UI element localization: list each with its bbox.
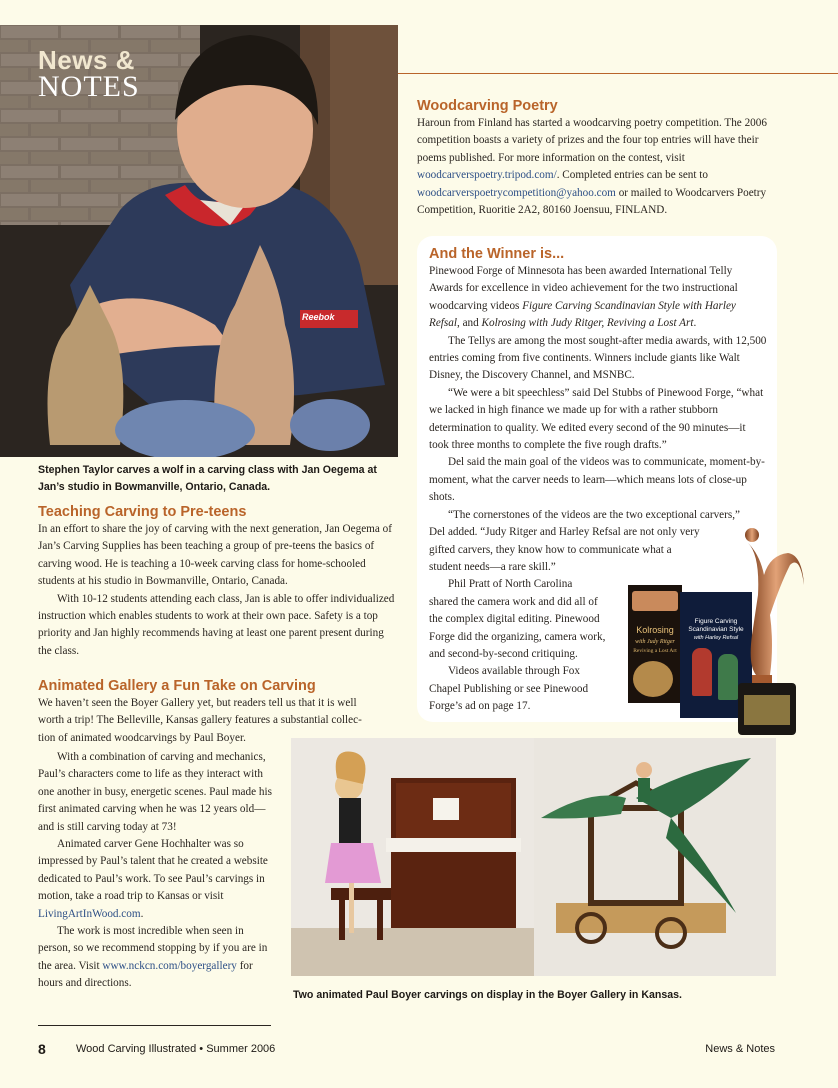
- photo-carvings-caption: Two animated Paul Boyer carvings on display in the Boyer Gallery in Kansas.: [293, 989, 682, 1001]
- section-logo: [38, 47, 140, 101]
- gallery-paragraph-1-line-2: worth a trip! The Belleville, Kansas gallery features a substantial collec-: [38, 714, 362, 727]
- article-poetry: [417, 98, 777, 219]
- logo-notes: NOTES: [38, 70, 140, 103]
- preteens-paragraph-2: With 10-12 students attending each class, Jan is able to offer individualized instruction which enables students to work at their own pace. Safety is a top priority and Jan highly recommends having at least one parent present during the class.: [38, 592, 395, 657]
- photo-boy-caption: Stephen Taylor carves a wolf in a carving class with Jan Oegema at Jan’s studio in Bowmanville, Ontario, Canada.: [38, 464, 377, 493]
- gallery-paragraph-1-line-3: tion of animated woodcarvings by Paul Boyer.: [38, 731, 246, 744]
- logo-news: News &: [38, 45, 135, 75]
- video-title-2: Kolrosing with Judy Ritger, Reviving a Lost Art: [481, 317, 694, 330]
- living-art-link[interactable]: LivingArtInWood.com: [38, 907, 141, 920]
- winner-paragraph-7-line-2: Chapel Publishing or see Pinewood: [429, 682, 589, 695]
- dvd-figure-carving-title-line-2: Scandinavian Style: [688, 626, 744, 633]
- dvd-kolrosing-image: [632, 591, 678, 611]
- winner-paragraph-6-line-2: shared the camera work and did all of: [429, 595, 598, 608]
- poetry-website-link[interactable]: woodcarverspoetry.tripod.com/: [417, 169, 557, 182]
- dvd-figure-carving-title-line-1: Figure Carving: [694, 618, 738, 625]
- winner-paragraph-5-line-4: student needs—a rare skill.”: [429, 560, 556, 573]
- gallery-paragraph-1-line-1: We haven’t seen the Boyer Gallery yet, but readers tell us that it is well: [38, 697, 357, 709]
- gallery-paragraph-4: The work is most incredible when seen in person, so we recommend stopping by if you are in the area. Visit www.nckcn.com/boyergallery for hours and directions.: [38, 925, 268, 990]
- footer-publication: Wood Carving Illustrated • Summer 2006: [76, 1043, 276, 1055]
- video-title-1: Figure Carving Scandinavian Style with Harley Refsal: [429, 299, 736, 330]
- footer-rule: [38, 1025, 271, 1026]
- preteens-paragraph-1: In an effort to share the joy of carving with the next generation, Jan Oegema of Jan’s Carving Supplies has been teaching a group of pre-teens the basics of carving wood. He is teaching a 10-week carving class for home-schooled students at his studio in Bowmanville, Ontario, Canada.: [38, 523, 392, 588]
- winner-paragraph-7-line-3: Forge’s ad on page 17.: [429, 700, 531, 713]
- shirt-logo-text: Reebok: [302, 312, 335, 322]
- winner-paragraph-5-line-1: “The cornerstones of the videos are the two exceptional carvers,”: [448, 508, 740, 521]
- dvd-kolrosing-subtitle: with Judy Ritger: [635, 639, 675, 645]
- poetry-text-3: or mailed to Woodcarvers Poetry Competition, Ruoritie 2A2, 80160 Joensuu, FINLAND.: [417, 186, 767, 217]
- winner-paragraph-6-line-4: Forge did the organizing, camera work,: [429, 630, 606, 643]
- telly-award-statuette: [730, 525, 806, 740]
- article-gallery-heading-block: [38, 678, 393, 747]
- poetry-text-2: . Completed entries can be sent to: [556, 169, 709, 182]
- footer-section: News & Notes: [705, 1043, 775, 1055]
- poetry-email-link[interactable]: woodcarverspoetrycompetition@yahoo.com: [417, 186, 616, 199]
- winner-paragraph-6-line-3: the complex digital editing. Pinewood: [429, 613, 600, 626]
- gallery-paragraph-3: Animated carver Gene Hochhalter was so impressed by Paul’s talent that he created a website dedicated to Paul’s work. To see Paul’s carvings in motion, take a road trip to Kansas or visit LivingArtInWood.com.: [38, 838, 268, 920]
- winner-paragraph-5-line-2: Del added. “Judy Ritger and Harley Refsal are not only very: [429, 526, 700, 539]
- winner-paragraph-1: Pinewood Forge of Minnesota has been awarded International Telly Awards for excellence in video achievement for the two instructional woodcarving videos Figure Carving Scandinavian Style with Harley Refsal, and Kolrosing with Judy Ritger, Reviving a Lost Art.: [429, 265, 738, 330]
- winner-paragraph-6-line-1: Phil Pratt of North Carolina: [448, 578, 573, 591]
- gallery-body: [38, 749, 276, 993]
- photo-animated-carvings: [291, 738, 776, 976]
- winner-heading: And the Winner is...: [429, 246, 565, 262]
- poetry-heading: Woodcarving Poetry: [417, 98, 558, 114]
- dvd-kolrosing-cover: [628, 585, 682, 703]
- winner-paragraph-7-line-1: Videos available through Fox: [448, 665, 580, 678]
- winner-paragraph-5-line-3: gifted carvers, they know how to communicate what a: [429, 543, 672, 556]
- poetry-text-1: Haroun from Finland has started a woodcarving poetry competition. The 2006 competition boasts a variety of prizes and the four top entries will have their poems published. For more information on the contest, visit: [417, 117, 767, 164]
- dvd-kolrosing-title: Kolrosing: [636, 625, 674, 635]
- preteens-heading: Teaching Carving to Pre-teens: [38, 504, 247, 520]
- page-number: 8: [38, 1041, 46, 1057]
- dvd-figure-carving-subtitle: with Harley Refsal: [693, 635, 739, 641]
- winner-paragraph-4: Del said the main goal of the videos was to communicate, moment-by-moment, what the carver needs to learn—which means lots of close-up shots.: [429, 456, 765, 504]
- dvd-kolrosing-disc: [633, 661, 673, 697]
- preteens-body: [38, 521, 398, 660]
- poetry-body: [417, 115, 777, 219]
- winner-paragraph-3: “We were a bit speechless” said Del Stubbs of Pinewood Forge, “what we lacked in high finance we made up for with a rather stubborn determination to quality. We edited every second of the 90 minutes—it took three months to complete the five rough drafts.”: [429, 386, 764, 452]
- gallery-paragraph-2: With a combination of carving and mechanics, Paul’s characters come to life as they interact with one another in busy, energetic scenes. Paul made his first animated carving when he was 12 years old—and is still carving today at 73!: [38, 751, 272, 833]
- winner-paragraph-2: The Tellys are among the most sought-after media awards, with 12,500 entries coming from five continents. Winners include giants like Walt Disney, the Discovery Channel, and MSNBC.: [429, 334, 767, 382]
- winner-paragraph-6-line-5: and second-by-second critiquing.: [429, 647, 578, 660]
- boyer-gallery-link[interactable]: www.nckcn.com/boyergallery: [102, 959, 237, 972]
- header-rule: [398, 73, 838, 74]
- dvd-kolrosing-tagline: Reviving a Lost Art: [633, 648, 677, 654]
- photo-animated-carvings-illustration: [291, 738, 776, 976]
- dvd-carved-figure-left: [692, 648, 712, 696]
- article-preteens: [38, 504, 398, 660]
- gallery-heading: Animated Gallery a Fun Take on Carving: [38, 678, 316, 694]
